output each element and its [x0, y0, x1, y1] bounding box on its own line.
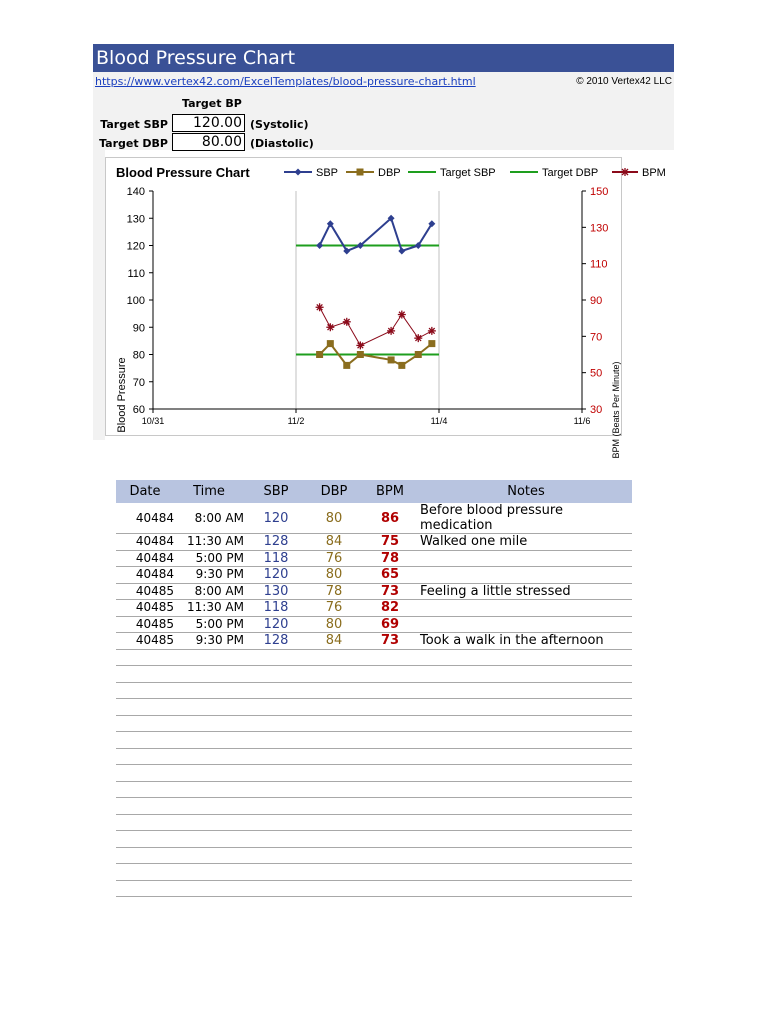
empty-table-row: [116, 699, 632, 716]
legend-item: [346, 167, 401, 179]
empty-cell[interactable]: [360, 649, 420, 666]
empty-cell[interactable]: [308, 864, 360, 881]
y2-tick-label: 30: [590, 404, 603, 416]
empty-cell[interactable]: [116, 732, 174, 749]
empty-cell[interactable]: [420, 864, 632, 881]
table-row: [116, 583, 632, 600]
empty-table-row: [116, 649, 632, 666]
empty-table-row: [116, 732, 632, 749]
empty-cell[interactable]: [116, 748, 174, 765]
legend-label: Target SBP: [440, 167, 496, 179]
table-row: [116, 550, 632, 567]
y2-tick-label: 150: [590, 186, 609, 198]
chart-axes: [127, 186, 609, 426]
col-header-dbp[interactable]: DBP: [308, 480, 360, 503]
empty-cell[interactable]: [116, 765, 174, 782]
cell-notes[interactable]: Before blood pressure medication: [420, 503, 632, 534]
empty-cell[interactable]: [360, 748, 420, 765]
empty-table-row: [116, 765, 632, 782]
table-row: [116, 534, 632, 551]
table-row: [116, 567, 632, 584]
legend-marker: [357, 169, 364, 176]
empty-cell[interactable]: [116, 880, 174, 897]
cell-bpm[interactable]: 75: [360, 534, 420, 551]
empty-cell[interactable]: [420, 732, 632, 749]
readings-table: [116, 480, 632, 897]
y-tick-label: 140: [126, 186, 145, 198]
empty-cell[interactable]: [360, 715, 420, 732]
template-link[interactable]: https://www.vertex42.com/ExcelTemplates/blood-pressure-chart.html: [95, 75, 476, 88]
col-header-bpm[interactable]: BPM: [360, 480, 420, 503]
col-header-notes[interactable]: Notes: [420, 480, 632, 503]
cell-bpm[interactable]: 73: [360, 633, 420, 650]
empty-cell[interactable]: [420, 699, 632, 716]
empty-cell[interactable]: [116, 814, 174, 831]
empty-cell[interactable]: [420, 781, 632, 798]
cell-dbp[interactable]: 84: [308, 633, 360, 650]
y2-axis-label: BPM (Beats Per Minute): [611, 361, 621, 459]
empty-table-row: [116, 814, 632, 831]
cell-sbp[interactable]: 120: [244, 616, 308, 633]
cell-notes[interactable]: [420, 550, 632, 567]
dbp-point: [398, 362, 405, 369]
cell-date[interactable]: 40485: [116, 600, 174, 617]
cell-sbp[interactable]: 120: [244, 503, 308, 534]
cell-dbp[interactable]: 76: [308, 600, 360, 617]
target-dbp-suffix: (Diastolic): [250, 137, 314, 150]
cell-dbp[interactable]: 84: [308, 534, 360, 551]
cell-dbp[interactable]: 76: [308, 550, 360, 567]
bpm-point: [326, 323, 334, 331]
cell-notes[interactable]: [420, 600, 632, 617]
dbp-point: [388, 356, 395, 363]
empty-cell[interactable]: [116, 781, 174, 798]
y2-tick-label: 130: [590, 222, 609, 235]
empty-cell[interactable]: [360, 880, 420, 897]
empty-cell[interactable]: [308, 715, 360, 732]
empty-table-row: [116, 682, 632, 699]
x-tick-label: 11/4: [430, 416, 448, 426]
empty-cell[interactable]: [244, 715, 308, 732]
empty-cell[interactable]: [308, 798, 360, 815]
dbp-point: [316, 351, 323, 358]
empty-cell[interactable]: [308, 682, 360, 699]
cell-time[interactable]: 11:30 AM: [174, 534, 244, 551]
cell-date[interactable]: 40484: [116, 534, 174, 551]
bpm-point: [316, 303, 324, 311]
cell-date[interactable]: 40485: [116, 583, 174, 600]
empty-cell[interactable]: [308, 781, 360, 798]
empty-cell[interactable]: [308, 831, 360, 848]
empty-cell[interactable]: [244, 699, 308, 716]
chart-legend: [284, 167, 666, 179]
empty-cell[interactable]: [308, 880, 360, 897]
dbp-point: [415, 351, 422, 358]
empty-cell[interactable]: [174, 798, 244, 815]
table-row: [116, 633, 632, 650]
cell-time[interactable]: 9:30 PM: [174, 567, 244, 584]
empty-cell[interactable]: [174, 781, 244, 798]
target-dbp-input[interactable]: 80.00: [172, 133, 245, 151]
cell-sbp[interactable]: 118: [244, 600, 308, 617]
cell-time[interactable]: 5:00 PM: [174, 616, 244, 633]
empty-cell[interactable]: [308, 847, 360, 864]
cell-sbp[interactable]: 120: [244, 567, 308, 584]
bpm-line: [320, 307, 432, 345]
cell-date[interactable]: 40484: [116, 503, 174, 534]
cell-bpm[interactable]: 65: [360, 567, 420, 584]
empty-cell[interactable]: [420, 765, 632, 782]
empty-table-row: [116, 880, 632, 897]
empty-cell[interactable]: [116, 831, 174, 848]
target-dbp-label: Target DBP: [99, 137, 168, 150]
y2-tick-label: 50: [590, 367, 603, 380]
dbp-point: [357, 351, 364, 358]
empty-cell[interactable]: [360, 682, 420, 699]
empty-cell[interactable]: [360, 732, 420, 749]
empty-cell[interactable]: [244, 732, 308, 749]
chart-grid: [296, 191, 439, 409]
dbp-point: [428, 340, 435, 347]
target-bp-header: Target BP: [182, 97, 242, 110]
x-tick-label: 11/6: [573, 416, 591, 426]
cell-dbp[interactable]: 78: [308, 583, 360, 600]
bpm-point: [428, 327, 436, 335]
empty-cell[interactable]: [174, 682, 244, 699]
cell-date[interactable]: 40485: [116, 616, 174, 633]
empty-cell[interactable]: [308, 732, 360, 749]
table-row: [116, 503, 632, 534]
cell-time[interactable]: 8:00 AM: [174, 583, 244, 600]
empty-cell[interactable]: [244, 864, 308, 881]
empty-cell[interactable]: [244, 781, 308, 798]
blood-pressure-chart: [0, 0, 768, 480]
copyright-text: © 2010 Vertex42 LLC: [576, 76, 672, 87]
cell-bpm[interactable]: 73: [360, 583, 420, 600]
empty-cell[interactable]: [420, 831, 632, 848]
empty-cell[interactable]: [308, 748, 360, 765]
empty-cell[interactable]: [360, 666, 420, 683]
legend-label: DBP: [378, 167, 401, 179]
empty-cell[interactable]: [420, 798, 632, 815]
table-row: [116, 600, 632, 617]
empty-cell[interactable]: [360, 864, 420, 881]
legend-item: [612, 167, 666, 179]
empty-cell[interactable]: [244, 649, 308, 666]
empty-cell[interactable]: [174, 649, 244, 666]
y2-tick-label: 70: [590, 331, 603, 344]
empty-cell[interactable]: [174, 847, 244, 864]
empty-cell[interactable]: [420, 748, 632, 765]
empty-cell[interactable]: [116, 682, 174, 699]
empty-cell[interactable]: [116, 715, 174, 732]
col-header-date[interactable]: Date: [116, 480, 174, 503]
empty-cell[interactable]: [308, 649, 360, 666]
empty-cell[interactable]: [116, 649, 174, 666]
empty-cell[interactable]: [360, 814, 420, 831]
empty-cell[interactable]: [360, 847, 420, 864]
empty-cell[interactable]: [244, 880, 308, 897]
empty-cell[interactable]: [244, 831, 308, 848]
empty-cell[interactable]: [116, 699, 174, 716]
cell-notes[interactable]: Took a walk in the afternoon: [420, 633, 632, 650]
empty-cell[interactable]: [116, 666, 174, 683]
empty-cell[interactable]: [244, 748, 308, 765]
y-tick-label: 70: [132, 376, 145, 389]
bpm-point: [343, 318, 351, 326]
legend-item: [284, 167, 338, 179]
empty-table-row: [116, 781, 632, 798]
empty-cell[interactable]: [420, 715, 632, 732]
target-sbp-input[interactable]: 120.00: [172, 114, 245, 132]
empty-cell[interactable]: [360, 699, 420, 716]
cell-sbp[interactable]: 118: [244, 550, 308, 567]
bpm-point: [356, 341, 364, 349]
y-tick-label: 110: [127, 267, 145, 280]
empty-cell[interactable]: [174, 864, 244, 881]
cell-bpm[interactable]: 82: [360, 600, 420, 617]
empty-cell[interactable]: [420, 847, 632, 864]
table-row: [116, 616, 632, 633]
col-header-time[interactable]: Time: [174, 480, 244, 503]
cell-dbp[interactable]: 80: [308, 503, 360, 534]
cell-time[interactable]: 11:30 AM: [174, 600, 244, 617]
chart-title: Blood Pressure Chart: [116, 165, 250, 180]
cell-time[interactable]: 5:00 PM: [174, 550, 244, 567]
empty-cell[interactable]: [116, 847, 174, 864]
empty-cell[interactable]: [244, 666, 308, 683]
cell-bpm[interactable]: 86: [360, 503, 420, 534]
y-tick-label: 100: [126, 295, 145, 307]
y-tick-label: 80: [132, 349, 145, 362]
y2-tick-label: 110: [590, 258, 608, 271]
empty-cell[interactable]: [174, 715, 244, 732]
empty-table-row: [116, 798, 632, 815]
empty-cell[interactable]: [420, 649, 632, 666]
empty-cell[interactable]: [174, 732, 244, 749]
empty-cell[interactable]: [244, 765, 308, 782]
dbp-point: [327, 340, 334, 347]
cell-notes[interactable]: Feeling a little stressed: [420, 583, 632, 600]
x-tick-label: 11/2: [287, 416, 305, 426]
chart-series: [296, 215, 439, 369]
bpm-point: [414, 334, 422, 342]
y-axis-label: Blood Pressure: [116, 357, 128, 433]
target-sbp-suffix: (Systolic): [250, 118, 309, 131]
cell-sbp[interactable]: 128: [244, 534, 308, 551]
empty-cell[interactable]: [116, 864, 174, 881]
empty-table-row: [116, 715, 632, 732]
cell-sbp[interactable]: 130: [244, 583, 308, 600]
empty-cell[interactable]: [360, 798, 420, 815]
cell-bpm[interactable]: 78: [360, 550, 420, 567]
empty-cell[interactable]: [174, 699, 244, 716]
empty-table-row: [116, 831, 632, 848]
bpm-point: [398, 311, 406, 319]
cell-notes[interactable]: [420, 616, 632, 633]
empty-cell[interactable]: [174, 666, 244, 683]
legend-item: [408, 167, 496, 179]
empty-cell[interactable]: [174, 831, 244, 848]
empty-table-row: [116, 847, 632, 864]
cell-time[interactable]: 9:30 PM: [174, 633, 244, 650]
empty-table-row: [116, 748, 632, 765]
y2-tick-label: 90: [590, 295, 603, 307]
empty-cell[interactable]: [308, 765, 360, 782]
cell-time[interactable]: 8:00 AM: [174, 503, 244, 534]
x-tick-label: 10/31: [141, 416, 165, 426]
empty-cell[interactable]: [360, 831, 420, 848]
empty-cell[interactable]: [308, 699, 360, 716]
empty-cell[interactable]: [360, 765, 420, 782]
empty-cell[interactable]: [244, 847, 308, 864]
col-header-sbp[interactable]: SBP: [244, 480, 308, 503]
legend-marker: [295, 169, 302, 176]
empty-cell[interactable]: [420, 880, 632, 897]
empty-cell[interactable]: [244, 798, 308, 815]
empty-cell[interactable]: [174, 765, 244, 782]
cell-dbp[interactable]: 80: [308, 616, 360, 633]
empty-cell[interactable]: [174, 814, 244, 831]
cell-date[interactable]: 40485: [116, 633, 174, 650]
y-tick-label: 90: [132, 322, 145, 335]
sbp-point: [316, 242, 323, 249]
empty-cell[interactable]: [308, 814, 360, 831]
cell-date[interactable]: 40484: [116, 567, 174, 584]
legend-label: Target DBP: [542, 167, 599, 179]
sbp-point: [398, 247, 405, 254]
empty-cell[interactable]: [174, 880, 244, 897]
empty-cell[interactable]: [174, 748, 244, 765]
cell-sbp[interactable]: 128: [244, 633, 308, 650]
cell-dbp[interactable]: 80: [308, 567, 360, 584]
y-tick-label: 130: [126, 213, 145, 226]
y-tick-label: 120: [126, 240, 145, 253]
empty-cell[interactable]: [244, 814, 308, 831]
empty-table-row: [116, 666, 632, 683]
empty-cell[interactable]: [116, 798, 174, 815]
dbp-point: [343, 362, 350, 369]
legend-label: SBP: [316, 167, 339, 179]
table-body: [116, 503, 632, 897]
cell-date[interactable]: 40484: [116, 550, 174, 567]
target-sbp-label: Target SBP: [100, 118, 168, 131]
legend-label: BPM: [642, 167, 666, 179]
empty-cell[interactable]: [420, 666, 632, 683]
empty-cell[interactable]: [244, 682, 308, 699]
y-tick-label: 60: [132, 404, 145, 416]
page-title: Blood Pressure Chart: [96, 47, 296, 69]
legend-item: [510, 167, 598, 179]
empty-cell[interactable]: [308, 666, 360, 683]
cell-notes[interactable]: [420, 567, 632, 584]
bpm-point: [387, 327, 395, 335]
empty-table-row: [116, 864, 632, 881]
empty-cell[interactable]: [420, 814, 632, 831]
cell-bpm[interactable]: 69: [360, 616, 420, 633]
cell-notes[interactable]: Walked one mile: [420, 534, 632, 551]
empty-cell[interactable]: [360, 781, 420, 798]
table-header-row: [116, 480, 632, 503]
empty-cell[interactable]: [420, 682, 632, 699]
